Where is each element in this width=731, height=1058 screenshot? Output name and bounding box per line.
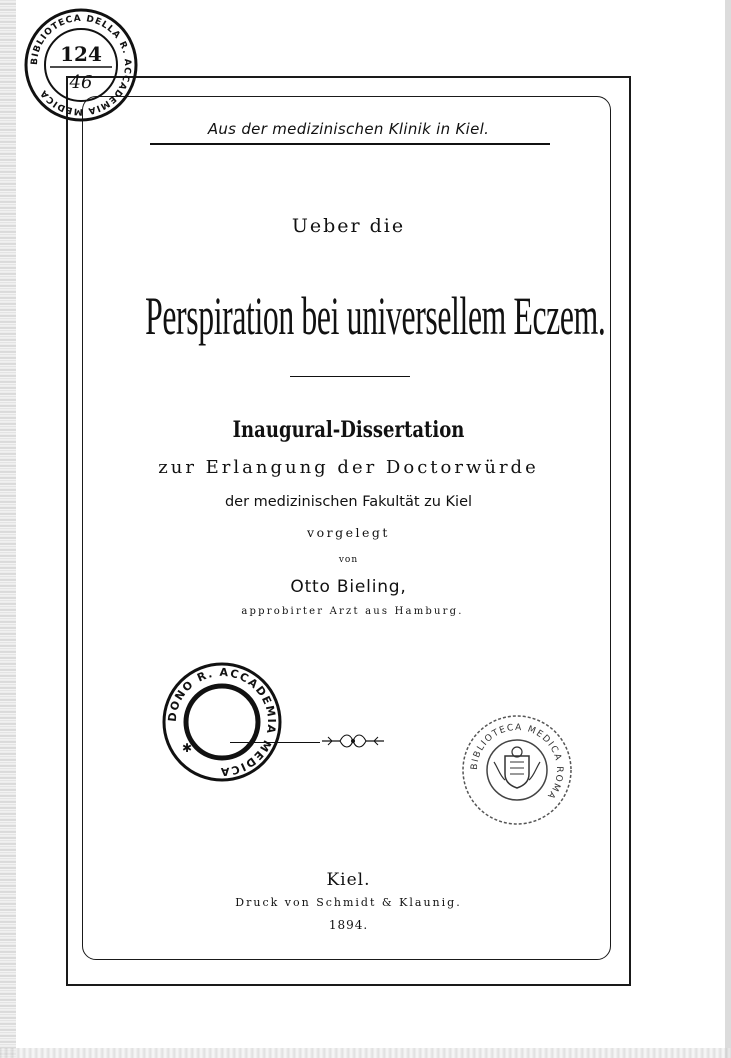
clinic-heading: Aus der medizinischen Klinik in Kiel.: [207, 120, 490, 138]
dissertation-label: Inaugural-Dissertation: [232, 417, 465, 443]
donation-stamp: [160, 660, 284, 784]
title-divider-rule: [290, 376, 410, 377]
donation-stamp-ring-text: DONO R. ACCADEMIA MEDICA: [165, 665, 279, 779]
library-stamp-ring-text: BIBLIOTECA DELLA R. ACCADEMIA MEDICA: [29, 13, 133, 117]
printer-line: Druck von Schmidt & Klaunig.: [235, 896, 462, 909]
library-stamp: [22, 6, 140, 124]
scan-right-edge: [725, 0, 731, 1058]
seal-stamp: [458, 712, 576, 828]
scan-left-edge: [0, 0, 16, 1058]
publication-place: Kiel.: [326, 870, 371, 890]
scan-bottom-edge: [0, 1048, 731, 1058]
publication-year: 1894.: [328, 918, 369, 932]
fleuron-ornament-icon: [320, 728, 386, 754]
author-title: approbirter Arzt aus Hamburg.: [241, 606, 464, 617]
purpose-line: zur Erlangung der Doctorwürde: [158, 457, 539, 478]
coat-of-arms-icon: [494, 747, 540, 788]
faculty-line: der medizinischen Fakultät zu Kiel: [224, 494, 473, 510]
main-title: Perspiration bei universellem Eczem.: [145, 286, 606, 346]
seal-stamp-ring-text: BIBLIOTECA MEDICA ROMA: [469, 722, 565, 802]
shelf-number: 124: [60, 42, 102, 66]
clinic-underline-rule: [150, 143, 550, 145]
svg-text:DONO R. ACCADEMIA MEDICA: [166, 666, 278, 778]
shelf-sub-number: 46: [69, 72, 93, 93]
by-line: von: [338, 555, 359, 565]
star-icon: ✱: [182, 741, 193, 755]
submitted-line: vorgelegt: [307, 525, 390, 540]
author-name: Otto Bieling,: [290, 577, 407, 597]
pre-title: Ueber die: [291, 215, 406, 237]
